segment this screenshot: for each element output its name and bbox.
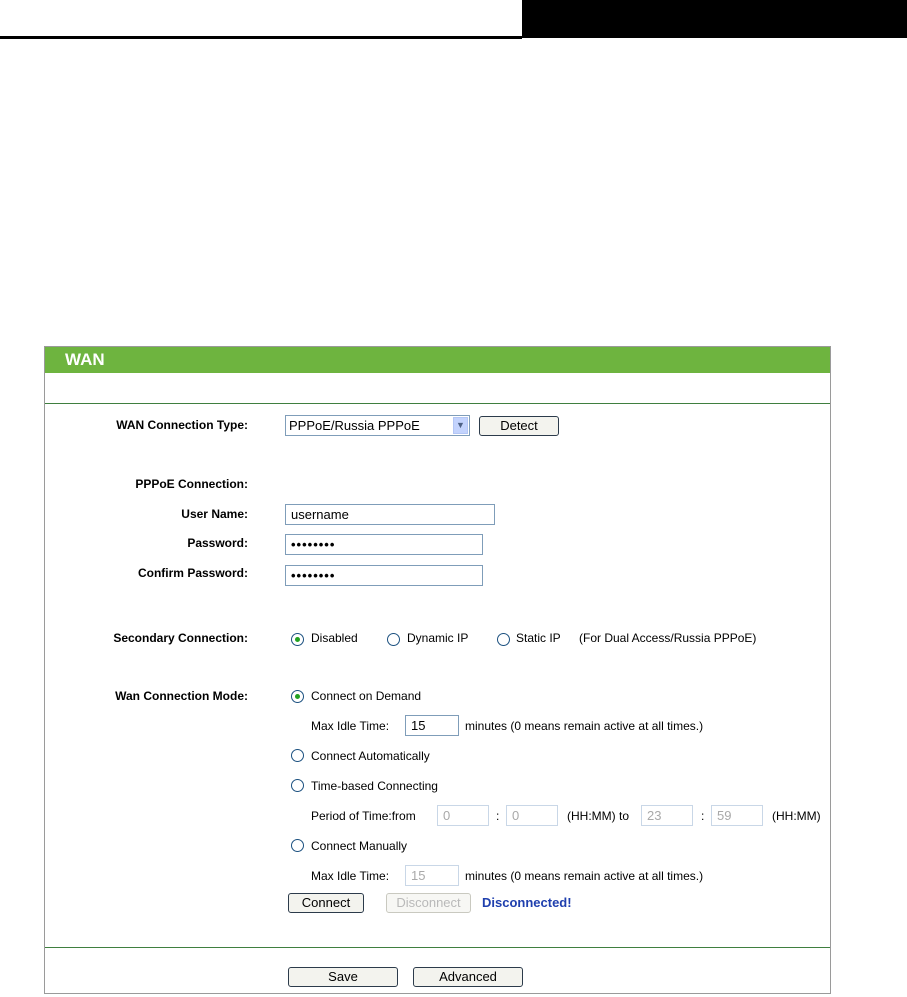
wan-panel — [44, 346, 831, 994]
from-hour-input[interactable]: 0 — [437, 805, 489, 826]
page-header-block — [522, 0, 907, 38]
wan-type-label: WAN Connection Type: — [116, 418, 248, 432]
connect-button[interactable]: Connect — [288, 893, 364, 913]
wan-mode-label: Wan Connection Mode: — [115, 689, 248, 703]
time-based-label: Time-based Connecting — [311, 779, 438, 793]
secondary-static-ip-radio[interactable] — [497, 633, 510, 646]
wan-type-select[interactable] — [285, 415, 470, 436]
secondary-connection-label: Secondary Connection: — [113, 631, 248, 645]
divider-top — [45, 403, 830, 404]
confirm-password-input[interactable]: •••••••• — [285, 565, 483, 586]
panel-title: WAN — [45, 347, 830, 373]
manual-idle-time-input[interactable]: 15 — [405, 865, 459, 886]
secondary-note: (For Dual Access/Russia PPPoE) — [579, 631, 757, 645]
secondary-dynamic-ip-radio[interactable] — [387, 633, 400, 646]
period-label: Period of Time:from — [311, 809, 416, 823]
password-label: Password: — [187, 536, 248, 550]
to-colon: : — [701, 809, 705, 823]
to-hour-input[interactable]: 23 — [641, 805, 693, 826]
idle-time-input[interactable]: 15 — [405, 715, 459, 736]
page-header-rule — [0, 36, 522, 39]
connect-automatically-radio[interactable] — [291, 749, 304, 762]
secondary-static-ip-label: Static IP — [516, 631, 561, 645]
detect-button[interactable]: Detect — [479, 416, 559, 436]
manual-idle-time-label: Max Idle Time: — [311, 869, 390, 883]
user-name-input[interactable]: username — [285, 504, 495, 525]
disconnect-button[interactable]: Disconnect — [386, 893, 471, 913]
wan-type-value: PPPoE/Russia PPPoE — [289, 418, 420, 433]
secondary-disabled-radio[interactable] — [291, 633, 304, 646]
save-button[interactable]: Save — [288, 967, 398, 987]
connect-manually-radio[interactable] — [291, 839, 304, 852]
from-minute-input[interactable]: 0 — [506, 805, 558, 826]
from-colon: : — [496, 809, 500, 823]
connection-status: Disconnected! — [482, 895, 572, 910]
manual-idle-time-suffix: minutes (0 means remain active at all times.) — [465, 869, 704, 883]
divider-bottom — [45, 947, 830, 948]
confirm-password-label: Confirm Password: — [137, 566, 248, 580]
advanced-button[interactable]: Advanced — [413, 967, 523, 987]
connect-manually-label: Connect Manually — [311, 839, 408, 853]
secondary-dynamic-ip-label: Dynamic IP — [407, 631, 469, 645]
hhmm-to-label: (HH:MM) to — [567, 809, 629, 823]
chevron-down-icon[interactable]: ▼ — [453, 417, 468, 434]
user-name-label: User Name: — [181, 507, 248, 521]
idle-time-suffix: minutes (0 means remain active at all times.) — [465, 719, 704, 733]
pppoe-section-label: PPPoE Connection: — [135, 477, 248, 491]
secondary-disabled-label: Disabled — [311, 631, 358, 645]
to-minute-input[interactable]: 59 — [711, 805, 763, 826]
hhmm-label: (HH:MM) — [772, 809, 821, 823]
idle-time-label: Max Idle Time: — [311, 719, 390, 733]
connect-on-demand-label: Connect on Demand — [311, 689, 422, 703]
password-input[interactable]: •••••••• — [285, 534, 483, 555]
connect-automatically-label: Connect Automatically — [311, 749, 430, 763]
connect-on-demand-radio[interactable] — [291, 690, 304, 703]
time-based-radio[interactable] — [291, 779, 304, 792]
